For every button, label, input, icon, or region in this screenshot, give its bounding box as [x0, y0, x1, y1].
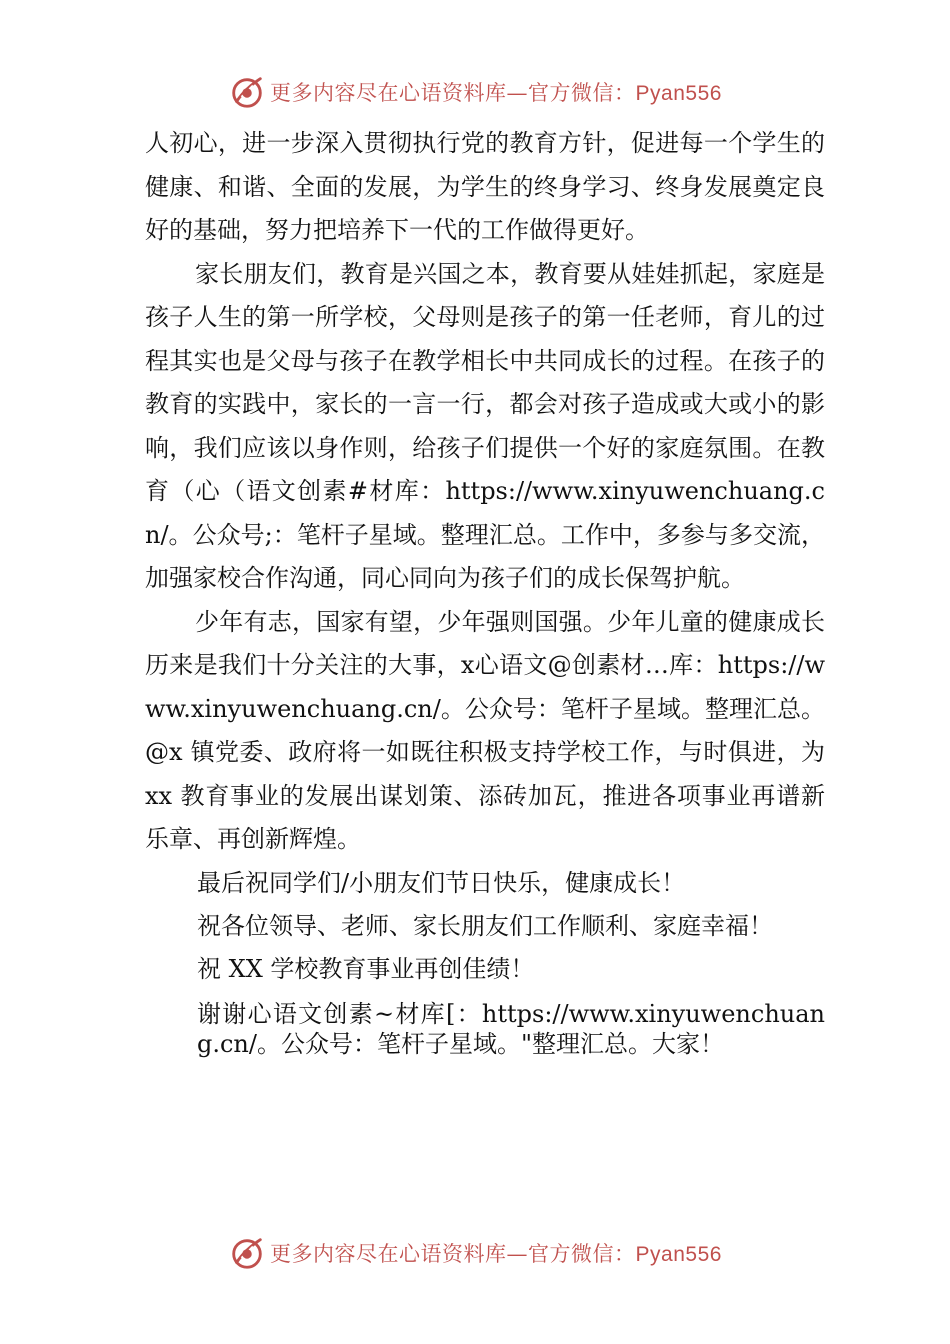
brand-logo-icon: [228, 1234, 266, 1272]
header-brand-text: 更多内容尽在心语资料库—官方微信：Pyan556: [270, 81, 722, 105]
wish-line-3: 祝 XX 学校教育事业再创佳绩！: [197, 954, 535, 983]
paragraph-1: 人初心，进一步深入贯彻执行党的教育方针，促进每一个学生的健康、和谐、全面的发展，为学生的终身学习、终身发展奠定良好的基础，努力把培养下一代的工作做得更好。: [145, 129, 825, 244]
footer-brand-text: 更多内容尽在心语资料库—官方微信：Pyan556: [270, 1242, 722, 1266]
paragraph-3: 少年有志，国家有望，少年强则国强。少年儿童的健康成长历来是我们十分关注的大事，x心语文@创素材…库：https://www.xinyuwenchuang.cn/。公众号：笔杆子星域。整理汇总。@x 镇党委、政府将一如既往积极支持学校工作，与时俱进，为 xx 教育事业的发展出谋划策、添砖加瓦，推进各项事业再谱新乐章、再创新辉煌。: [145, 607, 825, 853]
wish-line-1: 最后祝同学们/小朋友们节日快乐，健康成长！: [197, 868, 686, 897]
footer-wechat-id: Pyan556: [635, 1243, 722, 1266]
document-body: [145, 122, 825, 1059]
footer-banner: [0, 1231, 950, 1275]
wish-line-2: 祝各位领导、老师、家长朋友们工作顺利、家庭幸福！: [197, 911, 773, 940]
closing-line: 谢谢心语文创素~材库[：https://www.xinyuwenchuang.cn/。公众号：笔杆子星域。"整理汇总。大家！: [197, 999, 825, 1058]
brand-logo-icon: [228, 73, 266, 111]
header-wechat-id: Pyan556: [635, 82, 722, 105]
paragraph-2: 家长朋友们，教育是兴国之本，教育要从娃娃抓起，家庭是孩子人生的第一所学校，父母则是孩子的第一任老师，育儿的过程其实也是父母与孩子在教学相长中共同成长的过程。在孩子的教育的实践中，家长的一言一行，都会对孩子造成或大或小的影响，我们应该以身作则，给孩子们提供一个好的家庭氛围。在教育（心（语文创素#材库：https://www.xinyuwenchuang.cn/。公众号;：笔杆子星域。整理汇总。工作中，多参与多交流，加强家校合作沟通，同心同向为孩子们的成长保驾护航。: [145, 259, 825, 592]
header-banner: [0, 70, 950, 114]
